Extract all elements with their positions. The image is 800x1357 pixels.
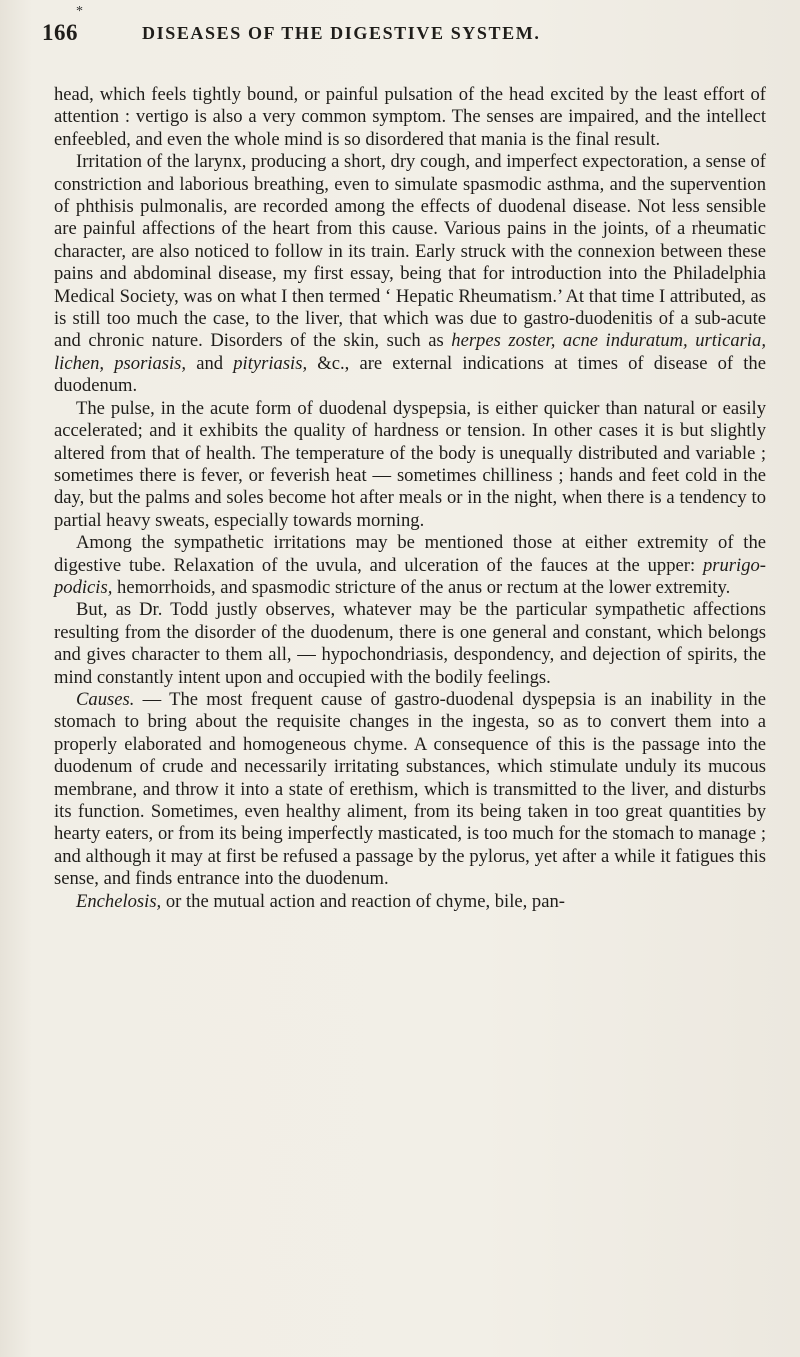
italic-term-list: herpes zoster, acne induratum, urticaria, lichen, psoriasis, [54,330,766,374]
italic-term: Enchelosis, [76,890,162,912]
text-run: or the mutual action and reaction of chyme, bile, pan- [161,890,565,912]
paragraph [54,891,766,913]
paragraph [54,599,766,689]
italic-term: prurigo-podicis, [54,554,766,598]
section-heading-causes: Causes. [76,688,135,710]
text-run: Among the sympathetic irritations may be mentioned those at either extremity of the digestive tube. Relaxation of the uvula, and ulceration of the fauces at the upper: [54,532,766,576]
paragraph [54,151,766,397]
body-text [54,84,766,913]
text-run: Irritation of the larynx, producing a short, dry cough, and imperfect expectoration, a sense of constriction and laborious breathing, even to simulate spasmodic asthma, and the supervention of phthisis pulmonalis, are recorded among the effects of duodenal disease. Not less sensible are painful affections of the heart from this cause. Various pains in the joints, of a rheumatic character, are also noticed to follow in its train. Early struck with the connexion between these pains and abdominal disease, my first essay, being that for introduction into the Philadelphia Medical Society, was on what I then termed ‘ Hepatic Rheumatism.’ At that time I attributed, as is still too much the case, to the liver, that which was due to gastro-duodenitis of a sub-acute and chronic nature. Disorders of the skin, such as [54,151,766,352]
paragraph [54,689,766,891]
italic-term: pityriasis, [233,352,308,374]
text-run: &c., are external indications at times of disease of the duodenum. [54,352,766,397]
page-number: 166 [42,20,78,45]
text-run: hemorrhoids, and spasmodic stricture of the anus or rectum at the lower extremity. [112,576,731,598]
page-header [42,20,762,50]
running-head: DISEASES OF THE DIGESTIVE SYSTEM. [142,23,541,43]
text-run: head, which feels tightly bound, or painful pulsation of the head excited by the least effort of attention : vertigo is also a very common symptom. The senses are impaired, and the intellect enfeebled, and even the whole mind is so disordered that mania is the final result. [54,84,766,150]
paragraph [54,398,766,532]
margin-mark: * [76,4,83,19]
paragraph [54,84,766,151]
text-run: — The most frequent cause of gastro-duodenal dyspepsia is an inability in the stomach to bring about the requisite changes in the ingesta, so as to convert them into a properly elaborated and homogeneous chyme. A consequence of this is the passage into the duodenum of crude and necessarily irritating substances, which stimulate unduly its mucous membrane, and throw it into a state of erethism, which is transmitted to the liver, and disturbs its function. Sometimes, even healthy aliment, from its being taken in too great quantities by hearty eaters, or from its being imperfectly masticated, is too much for the stomach to manage ; and although it may at first be refused a passage by the pylorus, yet after a while it fatigues this sense, and finds entrance into the duodenum. [54,688,766,890]
paragraph [54,532,766,599]
text-run: The pulse, in the acute form of duodenal dyspepsia, is either quicker than natural or easily accelerated; and it exhibits the quality of hardness or tension. In other cases it is but slightly altered from that of health. The temperature of the body is unequally distributed and variable ; sometimes there is fever, or feverish heat — sometimes chilliness ; hands and feet cold in the day, but the palms and soles become hot after meals or in the night, when there is a tendency to partial heavy sweats, especially towards morning. [54,397,766,531]
text-run: and [186,352,234,374]
text-run: But, as Dr. Todd justly observes, whatever may be the particular sympathetic affections resulting from the disorder of the duodenum, there is one general and constant, which belongs and gives character to them all, — hypochondriasis, despondency, and dejection of spirits, the mind constantly intent upon and occupied with the bodily feelings. [54,599,766,688]
